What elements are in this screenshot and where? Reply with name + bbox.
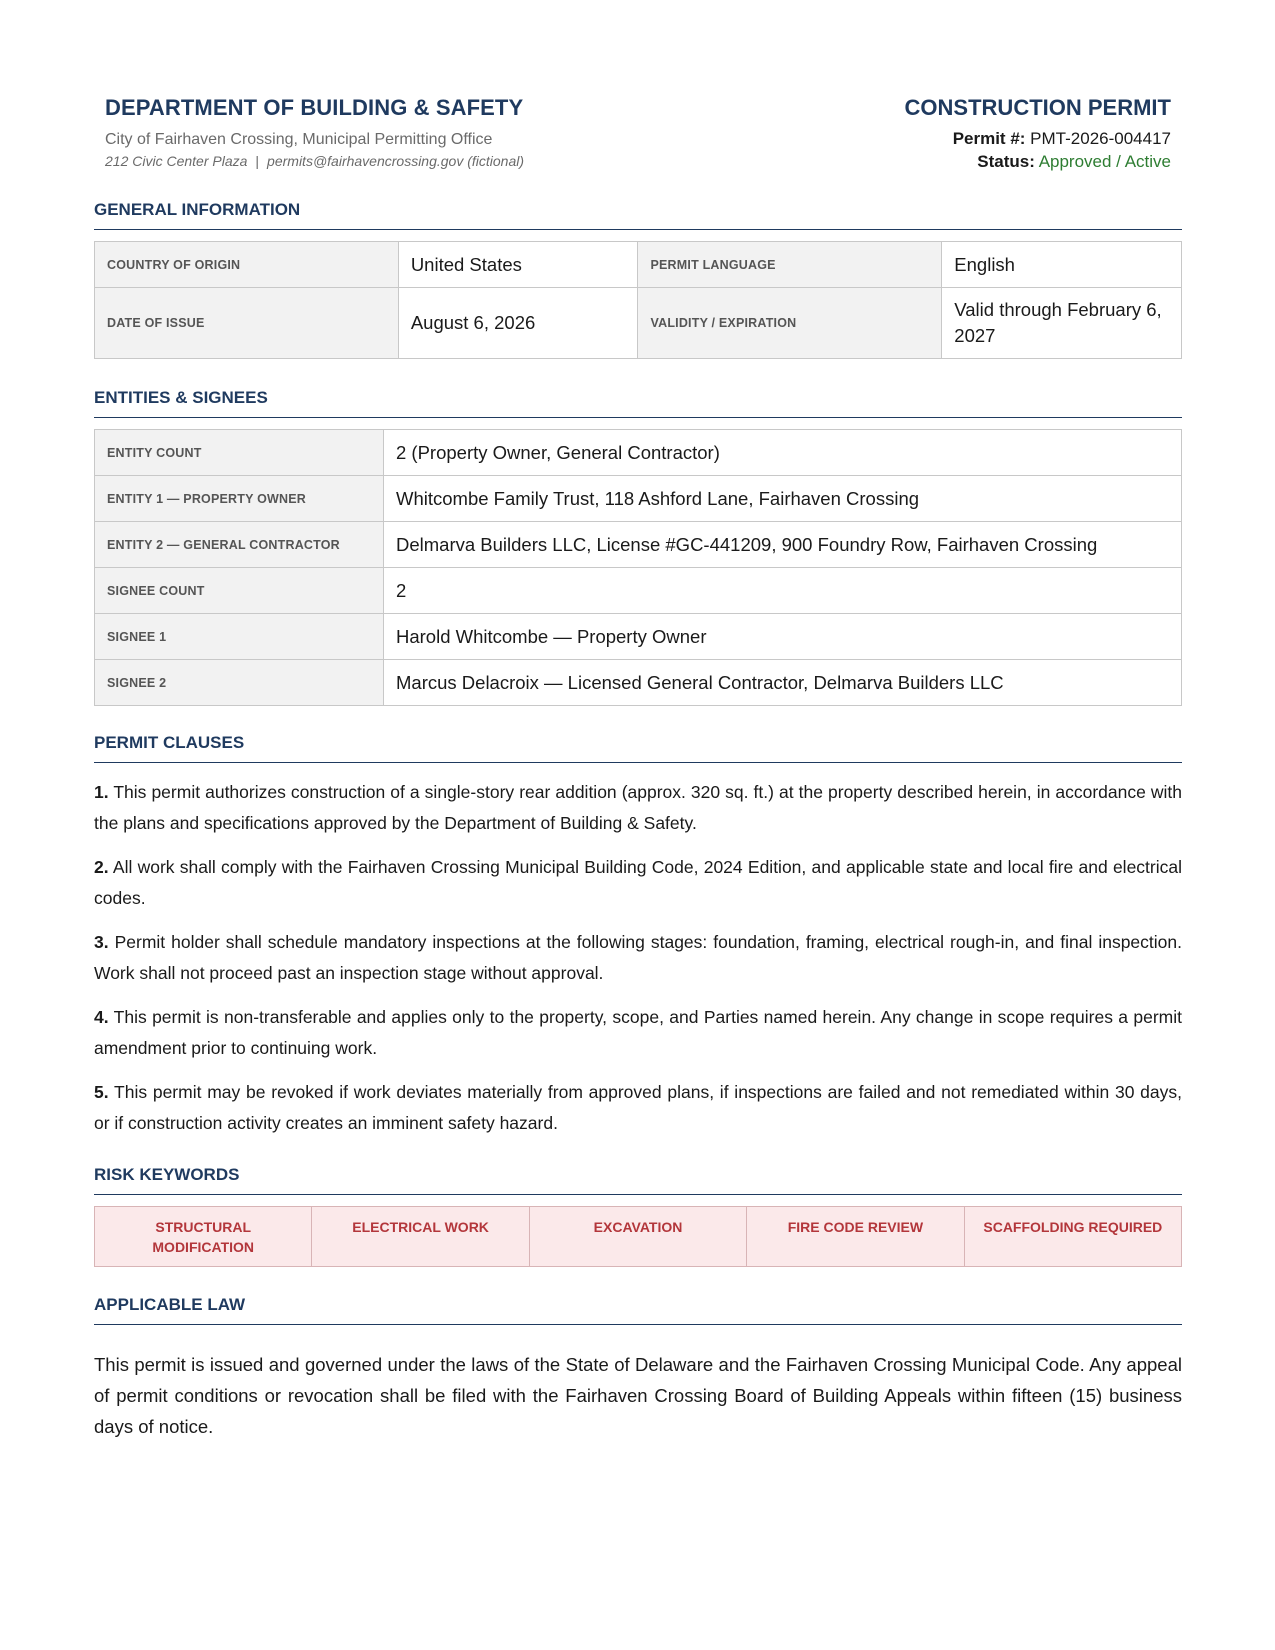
office-address: 212 Civic Center Plaza (105, 153, 248, 169)
table-row (95, 660, 1182, 706)
contact-line (105, 153, 524, 169)
clause-item (94, 852, 1182, 914)
table-row (95, 568, 1182, 614)
status-value: Approved / Active (1038, 152, 1171, 171)
clauses-section (94, 733, 1182, 1139)
clause-item (94, 1002, 1182, 1064)
permit-number-line (905, 129, 1171, 149)
department-name: DEPARTMENT OF BUILDING & SAFETY (105, 95, 524, 120)
clause-item (94, 1077, 1182, 1139)
signee-1-value: Harold Whitcombe — Property Owner (384, 614, 1182, 660)
clause-number: 4. (94, 1007, 109, 1027)
table-row (95, 522, 1182, 568)
permit-document (94, 0, 1182, 1461)
issuer-block (105, 95, 524, 169)
status-line (905, 152, 1171, 172)
clause-list (94, 777, 1182, 1139)
entity-1-value: Whitcombe Family Trust, 118 Ashford Lane, Fairhaven Crossing (384, 476, 1182, 522)
general-info-table (94, 241, 1182, 359)
entities-table (94, 429, 1182, 706)
general-information-section (94, 200, 1182, 359)
section-title-risk: RISK KEYWORDS (94, 1165, 1182, 1195)
entity-2-value: Delmarva Builders LLC, License #GC-441209, 900 Foundry Row, Fairhaven Crossing (384, 522, 1182, 568)
language-label: PERMIT LANGUAGE (638, 242, 942, 288)
table-row (95, 430, 1182, 476)
table-row (95, 288, 1182, 359)
law-text: This permit is issued and governed under the laws of the State of Delaware and the Fairhaven Crossing Municipal Code. Any appeal of permit conditions or revocation shall be filed with the Fairhaven Crossing Board of Building Appeals within fifteen (15) business days of notice. (94, 1354, 1182, 1437)
validity-value: Valid through February 6, 2027 (942, 288, 1182, 359)
signee-2-label: SIGNEE 2 (95, 660, 384, 706)
table-row (95, 614, 1182, 660)
office-email: permits@fairhavencrossing.gov (fictional) (267, 153, 525, 169)
language-value: English (942, 242, 1182, 288)
signee-count-label: SIGNEE COUNT (95, 568, 384, 614)
permit-title: CONSTRUCTION PERMIT (904, 95, 1171, 120)
risk-keyword: SCAFFOLDING REQUIRED (983, 1219, 1163, 1235)
table-row (95, 242, 1182, 288)
status-label: Status: (977, 152, 1035, 171)
signee-2-value: Marcus Delacroix — Licensed General Contractor, Delmarva Builders LLC (384, 660, 1182, 706)
signee-1-label: SIGNEE 1 (95, 614, 384, 660)
entity-count-label: ENTITY COUNT (95, 430, 384, 476)
country-value: United States (398, 242, 638, 288)
entities-section (94, 388, 1182, 706)
section-title-clauses: PERMIT CLAUSES (94, 733, 1182, 763)
signee-count-value: 2 (384, 568, 1182, 614)
section-title-general: GENERAL INFORMATION (94, 200, 1182, 230)
clause-text: This permit is non-transferable and applies only to the property, scope, and Parties named herein. Any change in scope requires a permit amendment prior to continuing work. (94, 1007, 1183, 1058)
risk-keyword: FIRE CODE REVIEW (747, 1207, 964, 1266)
clause-number: 2. (94, 857, 109, 877)
validity-label: VALIDITY / EXPIRATION (638, 288, 942, 359)
clause-text: Permit holder shall schedule mandatory inspections at the following stages: foundation, framing, electrical rough-in, and final inspection. Work shall not proceed past an inspection stage without approval. (94, 932, 1182, 983)
entity-2-label: ENTITY 2 — GENERAL CONTRACTOR (95, 522, 384, 568)
risk-keyword: ELECTRICAL WORK (312, 1207, 529, 1266)
clause-text: This permit may be revoked if work deviates materially from approved plans, if inspections are failed and not remediated within 30 days, or if construction activity creates an imminent safety hazard. (94, 1082, 1183, 1133)
office-name: City of Fairhaven Crossing, Municipal Permitting Office (105, 131, 493, 148)
permit-id-block (905, 95, 1171, 172)
section-title-law: APPLICABLE LAW (94, 1295, 1182, 1325)
risk-keyword: EXCAVATION (530, 1207, 747, 1266)
entity-1-label: ENTITY 1 — PROPERTY OWNER (95, 476, 384, 522)
clause-number: 1. (94, 782, 109, 802)
risk-section (94, 1165, 1182, 1267)
entity-count-value: 2 (Property Owner, General Contractor) (384, 430, 1182, 476)
table-row (95, 476, 1182, 522)
clause-number: 5. (94, 1082, 109, 1102)
country-label: COUNTRY OF ORIGIN (95, 242, 399, 288)
issue-date-label: DATE OF ISSUE (95, 288, 399, 359)
document-header (94, 0, 1182, 200)
permit-number: PMT-2026-004417 (1030, 129, 1171, 148)
issue-date-value: August 6, 2026 (398, 288, 638, 359)
clause-number: 3. (94, 932, 109, 952)
permit-number-label: Permit #: (952, 129, 1026, 148)
clause-text: All work shall comply with the Fairhaven Crossing Municipal Building Code, 2024 Edition, and applicable state and local fire and electrical codes. (94, 857, 1182, 908)
risk-keyword: STRUCTURAL MODIFICATION (95, 1207, 312, 1266)
law-section (94, 1295, 1182, 1442)
clause-text: This permit authorizes construction of a single-story rear addition (approx. 320 sq. ft.) at the property described herein, in accordance with the plans and specifications approved by the Department of Building & Safety. (94, 782, 1183, 833)
separator: | (255, 153, 260, 169)
section-title-entities: ENTITIES & SIGNEES (94, 388, 1182, 418)
clause-item (94, 927, 1182, 989)
clause-item (94, 777, 1182, 839)
risk-keyword-row (94, 1206, 1182, 1267)
